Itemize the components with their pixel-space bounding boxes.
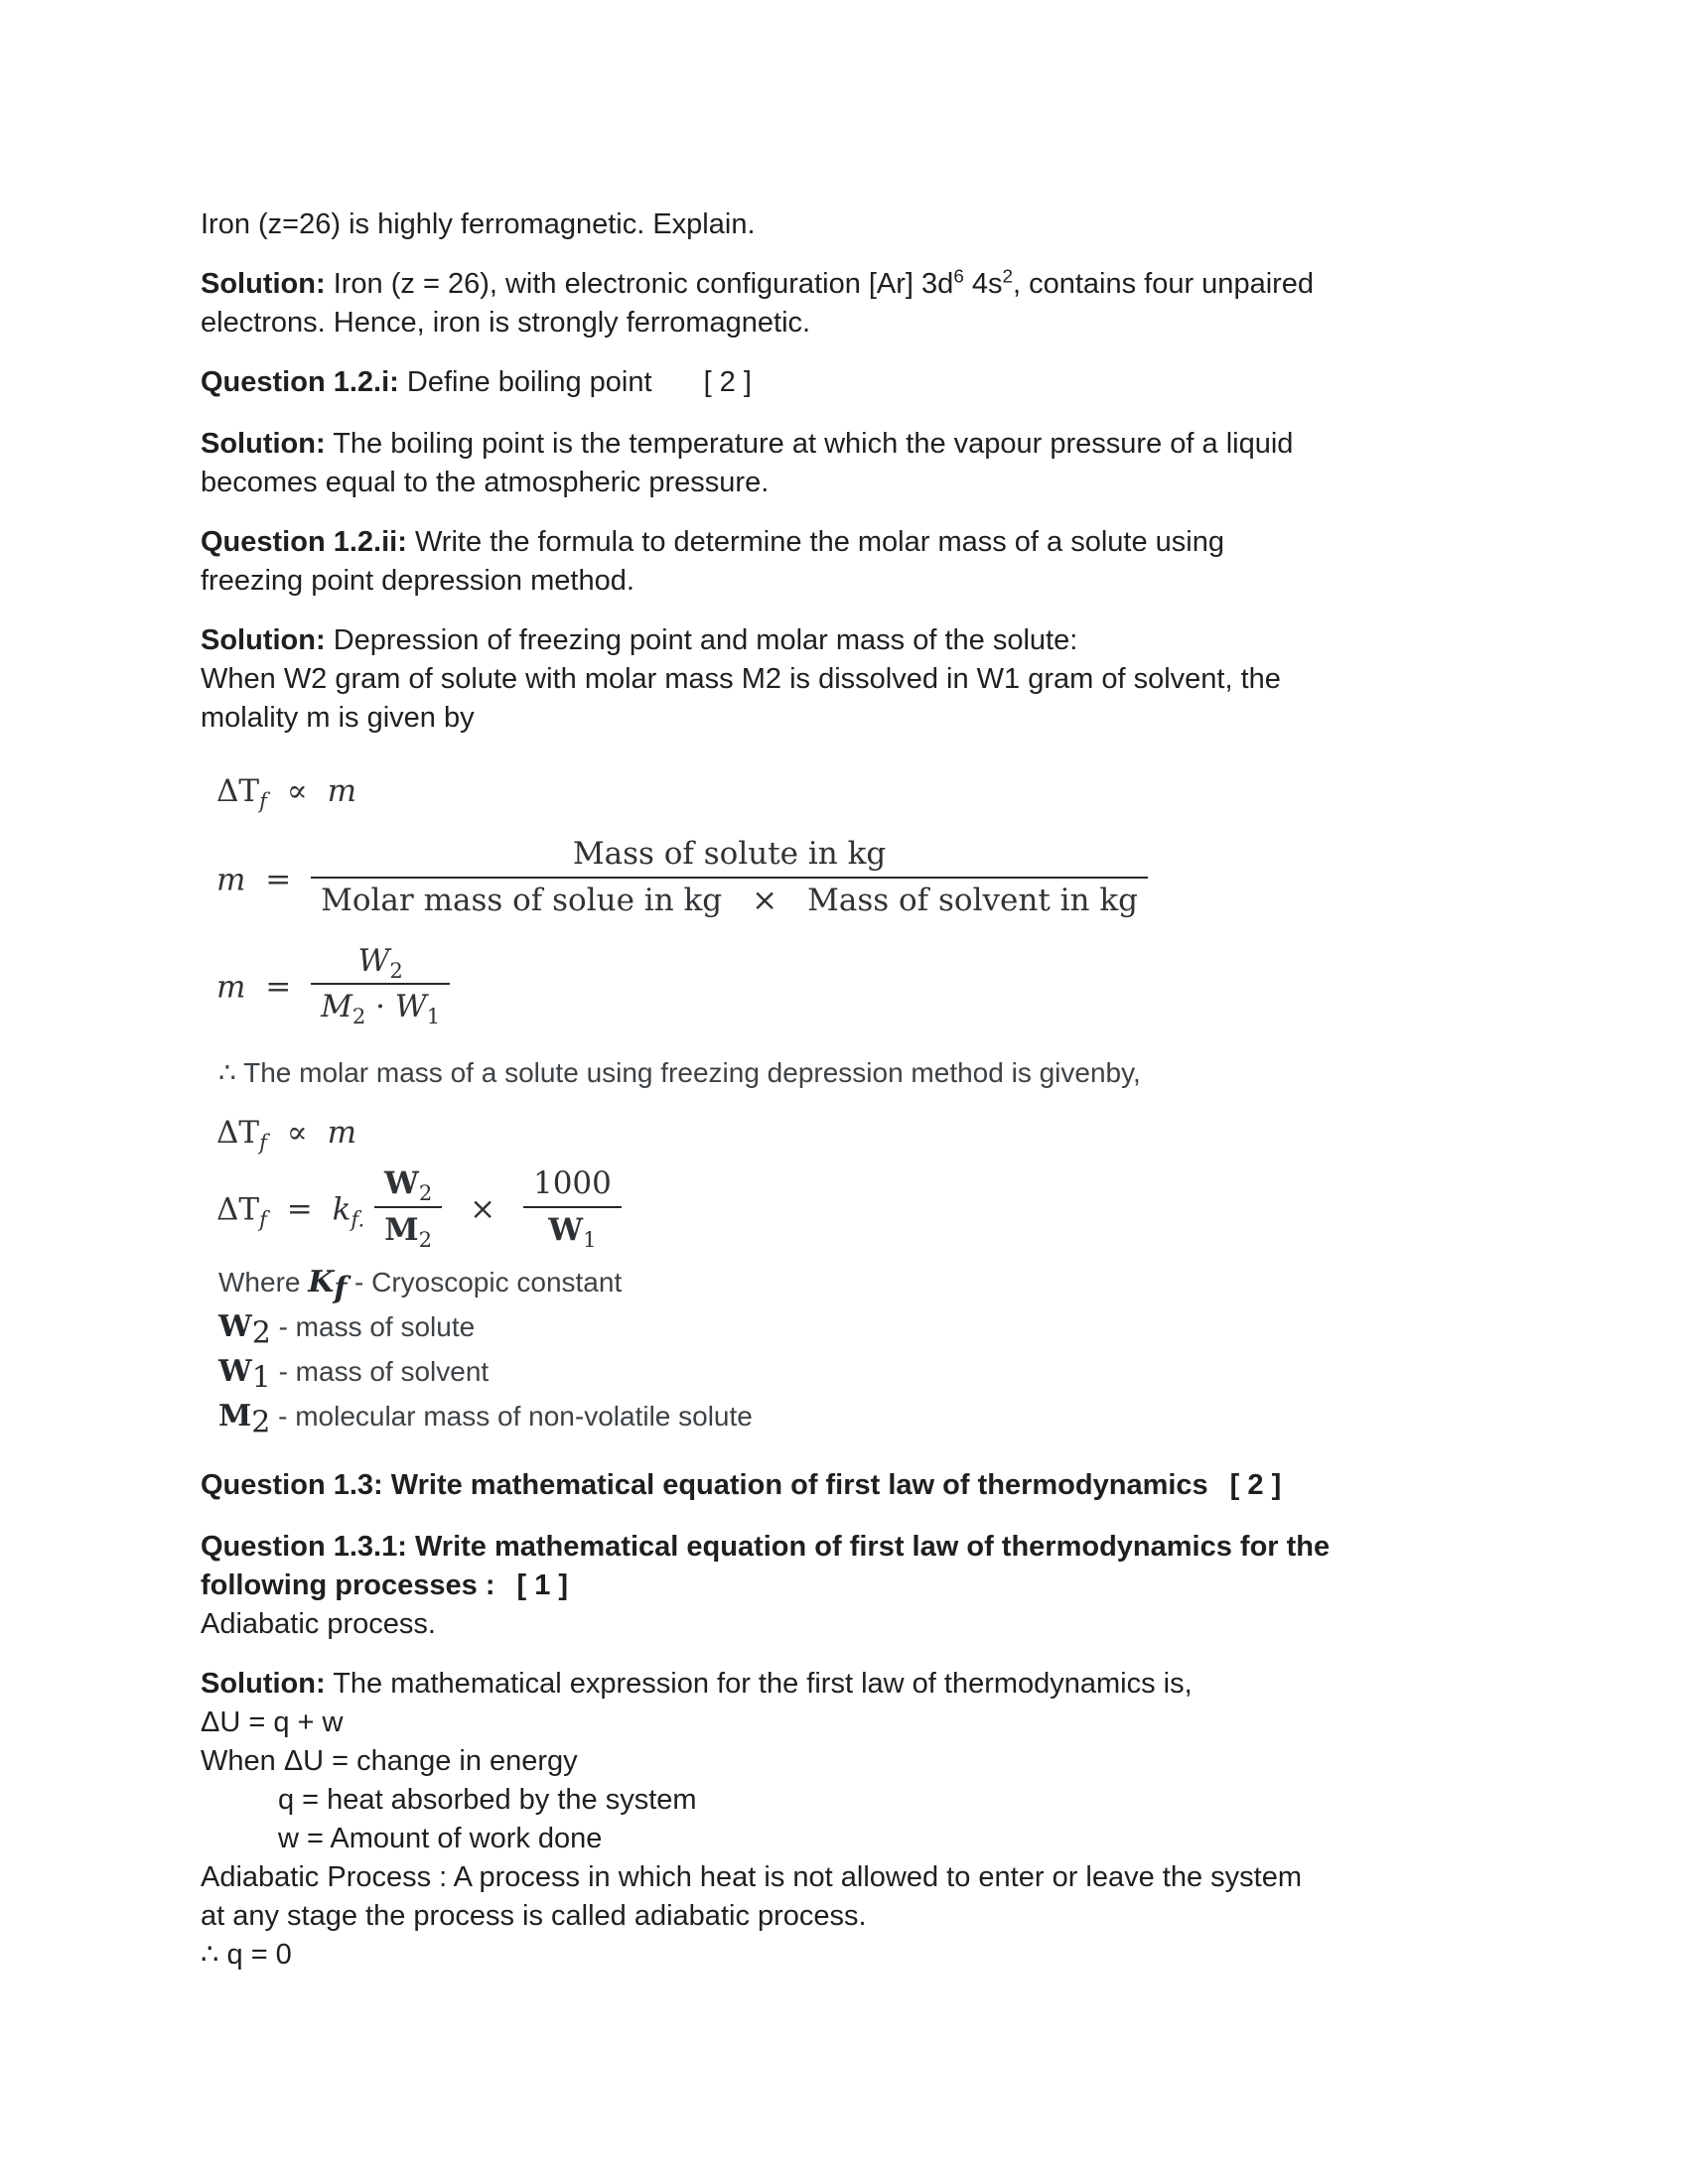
formula-subscript: 2 xyxy=(418,1226,433,1252)
solution-text: When ΔU = change in energy xyxy=(201,1744,578,1777)
solution-label: Solution: xyxy=(201,1667,326,1700)
formula-token: W xyxy=(357,942,390,979)
solution-text: molality m is given by xyxy=(201,702,475,734)
fraction-numerator: 1000 xyxy=(532,1165,612,1201)
formula-subscript: f xyxy=(259,788,267,814)
question-text: following processes : xyxy=(201,1569,495,1601)
formula-token: W xyxy=(394,989,427,1025)
dot-symbol: · xyxy=(375,989,385,1025)
formula-subscript: 2 xyxy=(251,1315,271,1351)
solution-text: becomes equal to the atmospheric pressure. xyxy=(201,467,770,498)
question-1-2-i-heading xyxy=(201,363,1484,402)
formula-token: m xyxy=(327,773,356,809)
question-text: Write mathematical equation of first law of thermodynamics xyxy=(390,1468,1208,1501)
question-text: freezing point depression method. xyxy=(201,565,634,597)
fraction-denominator xyxy=(523,1206,622,1252)
superscript: 6 xyxy=(953,265,964,287)
formula-token: Molar mass of solue in kg xyxy=(321,882,723,918)
formula-subscript: 1 xyxy=(251,1360,271,1396)
equals-symbol: = xyxy=(286,1191,313,1228)
superscript: 2 xyxy=(1002,265,1013,287)
formula-deltaTf-proportional-m-2 xyxy=(216,1113,1484,1156)
formula-subscript: f. xyxy=(351,1206,365,1232)
solution-text: w = Amount of work done xyxy=(278,1822,603,1854)
proportional-symbol: ∝ xyxy=(286,773,308,809)
solution-text: , contains four unpaired xyxy=(1012,268,1315,300)
formula-token: ΔT xyxy=(216,773,260,809)
question-label: Question 1.3: xyxy=(201,1468,383,1501)
therefore-note xyxy=(218,1056,1484,1089)
formula-token: ΔT xyxy=(216,1115,260,1151)
fraction-denominator xyxy=(374,1206,442,1252)
question-label: Question 1.2.ii: xyxy=(201,526,407,558)
formula-molality-definition xyxy=(216,837,1484,926)
formula-deltaTf-kf-equation xyxy=(216,1166,1484,1256)
fraction-denominator xyxy=(311,983,450,1028)
marks-badge: [ 2 ] xyxy=(1229,1468,1282,1501)
question-1-1-followup xyxy=(201,205,1484,244)
where-kf-line xyxy=(218,1264,1484,1306)
note-text: - mass of solute xyxy=(278,1310,476,1342)
formula-token: M xyxy=(384,1211,419,1248)
solution-1-2-ii xyxy=(201,621,1484,738)
fraction xyxy=(523,1162,622,1252)
equation-line: ΔU = q + w xyxy=(201,1706,344,1738)
solution-text: The boiling point is the temperature at which the vapour pressure of a liquid xyxy=(333,428,1294,460)
question-text: Define boiling point xyxy=(406,366,652,398)
question-text: Write mathematical equation of first law of thermodynamics for the xyxy=(414,1530,1331,1563)
fraction-numerator xyxy=(374,1162,442,1206)
fraction-denominator xyxy=(311,877,1148,922)
solution-text: Adiabatic Process : A process in which heat is not allowed to enter or leave the system xyxy=(201,1860,1303,1893)
question-text: Iron (z=26) is highly ferromagnetic. Explain. xyxy=(201,208,756,240)
solution-text: electrons. Hence, iron is strongly ferromagnetic. xyxy=(201,307,811,339)
solution-label: Solution: xyxy=(201,268,326,300)
solution-label: Solution: xyxy=(201,624,326,656)
question-subtext: Adiabatic process. xyxy=(201,1607,436,1640)
question-label: Question 1.3.1: xyxy=(201,1530,407,1563)
equals-symbol: = xyxy=(265,862,292,898)
fraction xyxy=(374,1162,442,1252)
question-1-3-1-heading xyxy=(201,1528,1484,1644)
definition-row-m2 xyxy=(218,1398,1484,1440)
note-text: - mass of solvent xyxy=(278,1355,490,1387)
formula-token: m xyxy=(216,968,246,1005)
solution-text: When W2 gram of solute with molar mass M2 is dissolved in W1 gram of solvent, the xyxy=(201,663,1281,695)
fraction-numerator: Mass of solute in kg xyxy=(572,836,887,872)
formula-token: W xyxy=(384,1165,419,1201)
definition-row-w1 xyxy=(218,1353,1484,1396)
solution-text: at any stage the process is called adiabatic process. xyxy=(201,1899,867,1932)
solution-text: Depression of freezing point and molar mass of the solute: xyxy=(333,624,1078,656)
question-1-2-ii-heading xyxy=(201,523,1484,601)
fraction xyxy=(311,833,1148,922)
question-label: Question 1.2.i: xyxy=(201,366,399,398)
note-text: ∴ The molar mass of a solute using freezing depression method is givenby, xyxy=(218,1057,1141,1088)
formula-subscript: 2 xyxy=(352,1004,366,1029)
formula-token: W xyxy=(548,1211,584,1248)
formula-token: M xyxy=(218,1398,252,1433)
solution-1-1 xyxy=(201,265,1484,342)
marks-badge: [ 1 ] xyxy=(516,1569,569,1601)
question-text: Write the formula to determine the molar mass of a solute using xyxy=(414,526,1224,558)
formula-subscript: 2 xyxy=(418,1180,433,1206)
question-bold-block xyxy=(201,1531,1330,1601)
fraction xyxy=(311,940,450,1029)
formula-token: W xyxy=(218,1353,252,1389)
formula-subscript: f xyxy=(259,1130,267,1156)
note-text: Where xyxy=(218,1266,301,1297)
formula-token: K xyxy=(308,1264,335,1299)
times-symbol: × xyxy=(470,1191,496,1228)
formula-token: W xyxy=(218,1308,252,1344)
conclusion-line: ∴ q = 0 xyxy=(201,1938,292,1971)
question-1-3-heading xyxy=(201,1466,1484,1505)
formula-subscript: 1 xyxy=(426,1004,441,1029)
formula-token: ΔT xyxy=(216,1191,260,1228)
solution-text: Iron (z = 26), with electronic configuration [Ar] 3d xyxy=(333,268,954,300)
solution-text: 4s xyxy=(963,268,1003,300)
solution-text: The mathematical expression for the first law of thermodynamics is, xyxy=(333,1667,1193,1700)
formula-subscript: f xyxy=(259,1206,267,1232)
formula-subscript: f xyxy=(334,1271,348,1306)
formula-molality-simple xyxy=(216,944,1484,1033)
formula-subscript: 1 xyxy=(583,1226,597,1252)
formula-token: m xyxy=(216,862,246,898)
note-text: - molecular mass of non-volatile solute xyxy=(278,1400,753,1432)
formula-token: M xyxy=(321,989,352,1025)
solution-1-3-1 xyxy=(201,1665,1484,1975)
note-text: - Cryoscopic constant xyxy=(354,1266,623,1297)
marks-badge: [ 2 ] xyxy=(703,366,752,398)
solution-text: q = heat absorbed by the system xyxy=(278,1783,697,1816)
solution-1-2-i xyxy=(201,425,1484,502)
times-symbol: × xyxy=(752,882,778,918)
proportional-symbol: ∝ xyxy=(286,1115,308,1151)
formula-token: Mass of solvent in kg xyxy=(807,882,1138,918)
formula-subscript: 2 xyxy=(251,1405,271,1440)
formula-token: m xyxy=(327,1115,356,1151)
formula-token: k xyxy=(332,1191,352,1228)
equals-symbol: = xyxy=(265,968,292,1005)
definition-row-w2 xyxy=(218,1308,1484,1351)
formula-subscript: 2 xyxy=(389,957,403,983)
fraction-numerator xyxy=(311,940,450,984)
solution-label: Solution: xyxy=(201,428,326,460)
formula-deltaTf-proportional-m xyxy=(216,771,1484,814)
